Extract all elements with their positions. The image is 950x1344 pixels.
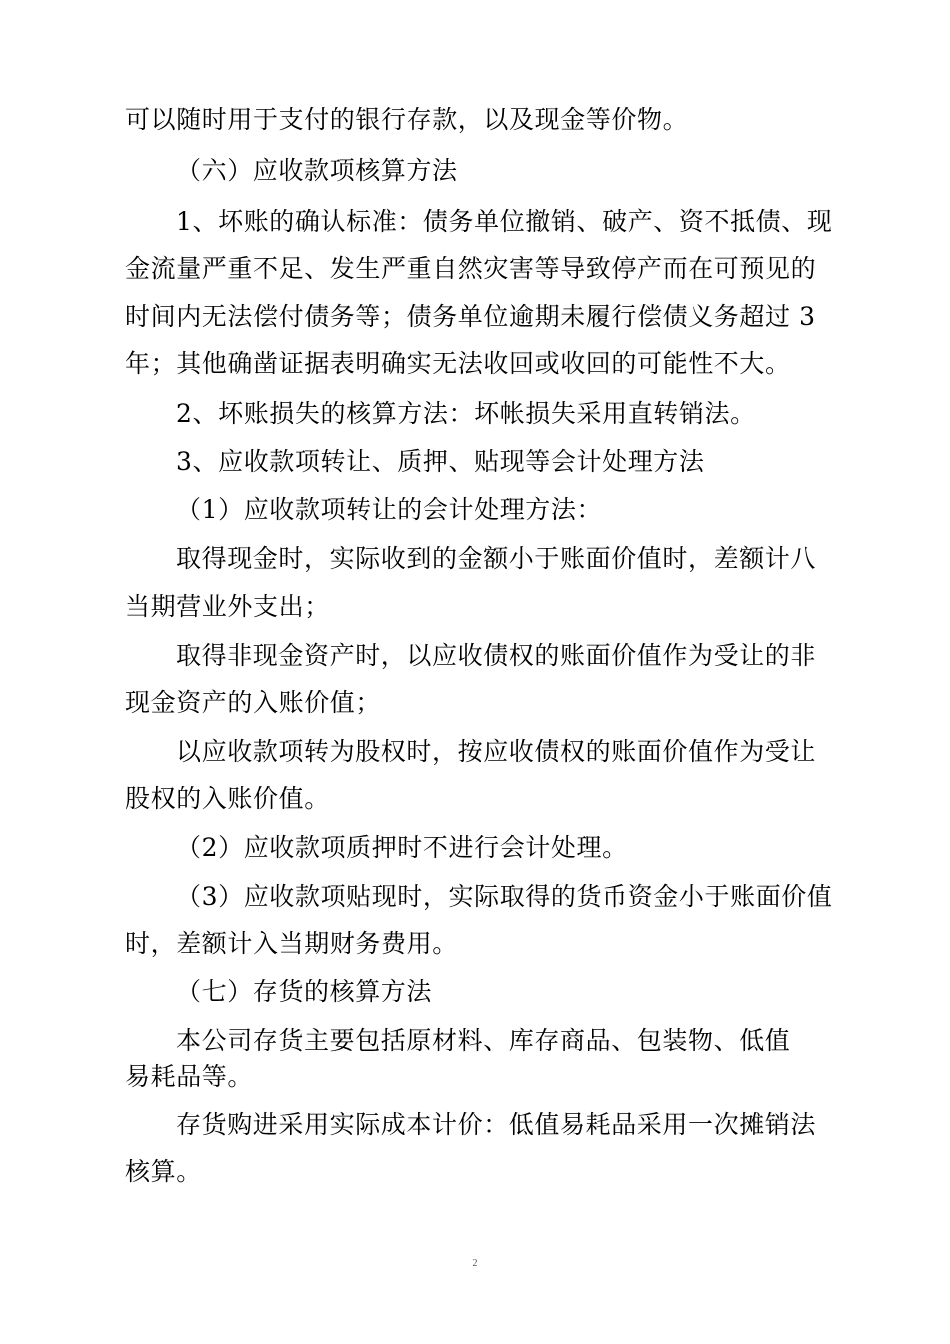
section-heading: （七）存货的核算方法: [176, 977, 433, 1006]
text-line: 3、应收款项转让、质押、贴现等会计处理方法: [176, 447, 705, 476]
text-line: 现金资产的入账价值；: [125, 688, 382, 717]
text-line: 年；其他确凿证据表明确实无法收回或收回的可能性不大。: [125, 349, 791, 378]
text-line: 时间内无法偿付债务等；债务单位逾期未履行偿债义务超过 3: [125, 302, 816, 331]
text-line: 取得非现金资产时，以应收债权的账面价值作为受让的非: [176, 641, 817, 670]
section-heading: （六）应收款项核算方法: [176, 156, 458, 185]
text-line: 核算。: [125, 1157, 202, 1186]
text-line: 股权的入账价值。: [125, 784, 330, 813]
text-line: 当期营业外支出；: [125, 592, 330, 621]
text-line: 金流量严重不足、发生严重自然灾害等导致停产而在可预见的: [125, 254, 817, 283]
text-line: （2）应收款项质押时不进行会计处理。: [176, 833, 628, 862]
text-line: 易耗品等。: [125, 1062, 254, 1091]
text-line: 以应收款项转为股权时，按应收债权的账面价值作为受让: [176, 737, 817, 766]
text-line: 1、坏账的确认标准：债务单位撤销、破产、资不抵债、现: [176, 207, 833, 236]
text-line: （1）应收款项转让的会计处理方法：: [176, 495, 603, 524]
text-line: 时，差额计入当期财务费用。: [125, 929, 458, 958]
text-line: （3）应收款项贴现时，实际取得的货币资金小于账面价值: [176, 882, 833, 911]
text-line: 2、坏账损失的核算方法：坏帐损失采用直转销法。: [176, 399, 756, 428]
text-line: 本公司存货主要包括原材料、库存商品、包装物、低值: [176, 1026, 791, 1055]
page-number: 2: [472, 1258, 478, 1269]
text-line: 可以随时用于支付的银行存款，以及现金等价物。: [125, 105, 689, 134]
text-line: 取得现金时，实际收到的金额小于账面价值时，差额计八: [176, 544, 817, 573]
text-line: 存货购进采用实际成本计价：低值易耗品采用一次摊销法: [176, 1110, 817, 1139]
